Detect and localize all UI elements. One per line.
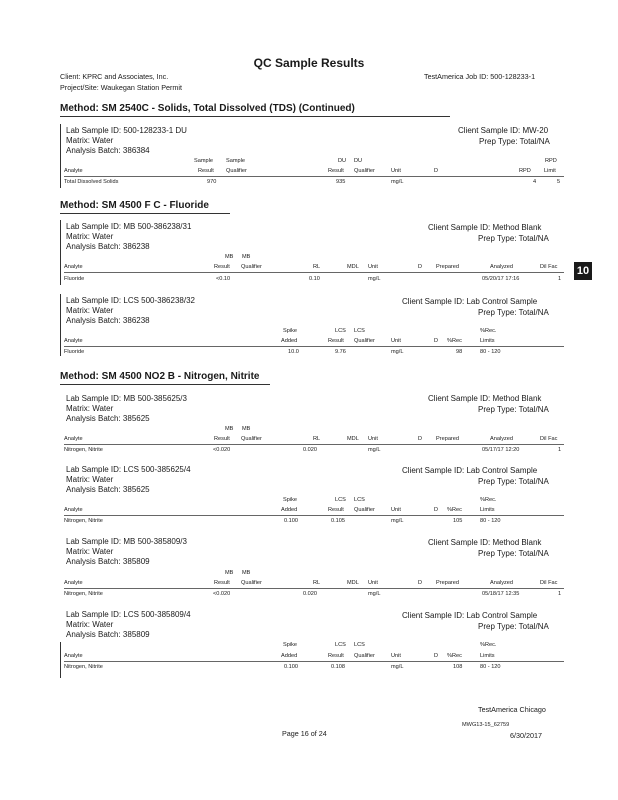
col-header: Limits <box>480 653 495 659</box>
table-row-rec: 98 <box>456 349 463 355</box>
col-header: %Rec <box>447 338 462 344</box>
table-row-analyte: Fluoride <box>64 349 85 355</box>
table-row-analyte: Nitrogen, Nitrite <box>64 664 103 670</box>
col-header: D <box>434 338 439 344</box>
method-title-nitrite: Method: SM 4500 NO2 B - Nitrogen, Nitrite <box>60 371 260 382</box>
table-row-limit: 5 <box>557 179 561 185</box>
analysis-batch: Analysis Batch: 386384 <box>66 146 150 155</box>
table-row-rec: 108 <box>453 664 463 670</box>
col-header: Result <box>214 580 230 586</box>
col-header: RL <box>313 580 321 586</box>
col-header: Spike <box>283 328 297 334</box>
col-header: Prepared <box>436 264 460 270</box>
client-sample-id: Client Sample ID: Method Blank <box>428 394 542 403</box>
prep-type: Prep Type: Total/NA <box>478 477 549 486</box>
client-sample-id: Client Sample ID: Lab Control Sample <box>402 297 538 306</box>
matrix: Matrix: Water <box>66 475 114 484</box>
prep-type: Prep Type: Total/NA <box>478 405 549 414</box>
col-header: Qualifier <box>241 580 262 586</box>
col-header: Added <box>281 338 298 344</box>
table-row-analyte: Nitrogen, Nitrite <box>64 518 103 524</box>
analysis-batch: Analysis Batch: 385809 <box>66 630 150 639</box>
table-row-dilfac: 1 <box>558 591 562 597</box>
col-header: LCS <box>354 642 365 648</box>
block-bracket <box>60 294 61 356</box>
col-header: Unit <box>391 338 401 344</box>
col-header: %Rec. <box>480 642 497 648</box>
col-header: LCS <box>335 328 346 334</box>
method-title-fluoride: Method: SM 4500 F C - Fluoride <box>60 200 209 211</box>
col-header: MB <box>242 426 251 432</box>
table-row-result: <0.020 <box>213 447 231 453</box>
table-row-added: 0.100 <box>284 518 298 524</box>
analysis-batch: Analysis Batch: 385809 <box>66 557 150 566</box>
col-header: Analyte <box>64 653 83 659</box>
col-header: Limits <box>480 338 495 344</box>
col-header: Spike <box>283 642 297 648</box>
col-header: LCS <box>354 328 365 334</box>
table-row-unit: mg/L <box>368 276 381 282</box>
job-id: TestAmerica Job ID: 500-128233-1 <box>424 72 536 81</box>
col-header: Result <box>198 168 214 174</box>
table-row-rl: 0.10 <box>309 276 320 282</box>
col-header: MB <box>242 570 251 576</box>
prep-type: Prep Type: Total/NA <box>478 549 549 558</box>
col-header: Qualifier <box>354 653 375 659</box>
col-header: MB <box>225 254 234 260</box>
table-row-analyte: Fluoride <box>64 276 85 282</box>
table-row-rl: 0.020 <box>303 447 317 453</box>
table-row-analyzed: 05/18/17 12:35 <box>482 591 520 597</box>
lab-sample-id: Lab Sample ID: LCS 500-385625/4 <box>66 465 191 474</box>
table-row-result: <0.10 <box>216 276 231 282</box>
lab-sample-id: Lab Sample ID: 500-128233-1 DU <box>66 126 187 135</box>
table-row-analyte: Nitrogen, Nitrite <box>64 447 103 453</box>
col-header: Unit <box>368 264 378 270</box>
col-header: D <box>434 168 439 174</box>
table-row-result: <0.020 <box>213 591 231 597</box>
col-header: Dil Fac <box>540 580 558 586</box>
lab-sample-id: Lab Sample ID: MB 500-385809/3 <box>66 537 187 546</box>
lab-name: TestAmerica Chicago <box>478 705 546 714</box>
page-title: QC Sample Results <box>253 56 365 70</box>
col-header: Qualifier <box>241 436 262 442</box>
table-row-analyte: Total Dissolved Solids <box>64 179 119 185</box>
col-header: DU <box>354 158 363 164</box>
table-row-unit: mg/L <box>391 179 404 185</box>
page-number: Page 16 of 24 <box>282 729 327 738</box>
col-header: Qualifier <box>354 338 375 344</box>
header-rule <box>64 515 564 516</box>
lab-sample-id: Lab Sample ID: LCS 500-385809/4 <box>66 610 191 619</box>
table-row-unit: mg/L <box>391 664 404 670</box>
col-header: Dil Fac <box>540 264 558 270</box>
col-header: Qualifier <box>241 264 262 270</box>
col-header: Added <box>281 507 298 513</box>
block-bracket <box>60 642 61 678</box>
col-header: Limit <box>544 168 556 174</box>
table-row-added: 0.100 <box>284 664 298 670</box>
matrix: Matrix: Water <box>66 306 114 315</box>
col-header: Analyte <box>64 338 83 344</box>
matrix: Matrix: Water <box>66 404 114 413</box>
col-header: RL <box>313 436 321 442</box>
col-header: %Rec <box>447 507 462 513</box>
table-row-analyte: Nitrogen, Nitrite <box>64 591 103 597</box>
table-row-unit: mg/L <box>391 518 404 524</box>
col-header: Added <box>281 653 298 659</box>
table-row-result: 0.105 <box>331 518 345 524</box>
col-header: MB <box>225 570 234 576</box>
col-header: %Rec <box>447 653 462 659</box>
col-header: Analyte <box>64 168 83 174</box>
analysis-batch: Analysis Batch: 385625 <box>66 414 150 423</box>
col-header: Unit <box>391 653 401 659</box>
col-header: RPD <box>545 158 557 164</box>
col-header: Prepared <box>436 580 460 586</box>
prep-type: Prep Type: Total/NA <box>478 622 549 631</box>
col-header: Analyte <box>64 507 83 513</box>
matrix: Matrix: Water <box>66 620 114 629</box>
block-bracket <box>60 220 61 285</box>
col-header: Analyte <box>64 264 83 270</box>
analysis-batch: Analysis Batch: 386238 <box>66 316 150 325</box>
table-row-analyzed: 05/17/17 12:20 <box>482 447 520 453</box>
col-header: Unit <box>368 436 378 442</box>
table-row-limits: 80 - 120 <box>480 349 501 355</box>
method-underline <box>60 116 450 117</box>
table-row-dilfac: 1 <box>558 276 562 282</box>
col-header: RPD <box>519 168 531 174</box>
col-header: Qualifier <box>354 507 375 513</box>
col-header: Result <box>214 436 230 442</box>
col-header: Result <box>328 653 344 659</box>
method-title-tds: Method: SM 2540C - Solids, Total Dissolved (TDS) (Continued) <box>60 103 355 114</box>
col-header: Result <box>328 338 344 344</box>
col-header: DU <box>338 158 347 164</box>
lab-sample-id: Lab Sample ID: LCS 500-386238/32 <box>66 296 195 305</box>
header-rule <box>64 346 564 347</box>
method-underline <box>60 213 230 214</box>
prep-type: Prep Type: Total/NA <box>479 137 550 146</box>
client-sample-id: Client Sample ID: Method Blank <box>428 538 542 547</box>
header-rule <box>64 272 564 273</box>
matrix: Matrix: Water <box>66 547 114 556</box>
col-header: Unit <box>391 168 401 174</box>
col-header: Prepared <box>436 436 460 442</box>
section-tab: 10 <box>574 262 592 280</box>
col-header: D <box>418 436 423 442</box>
col-header: Result <box>328 168 344 174</box>
method-underline <box>60 384 270 385</box>
client-name: Client: KPRC and Associates, Inc. <box>60 72 169 81</box>
table-row-dilfac: 1 <box>558 447 562 453</box>
client-sample-id: Client Sample ID: Method Blank <box>428 223 542 232</box>
table-row-rpd: 4 <box>533 179 537 185</box>
col-header: LCS <box>354 497 365 503</box>
col-header: Analyzed <box>490 436 514 442</box>
header-rule <box>64 588 564 589</box>
col-header: MDL <box>347 436 359 442</box>
col-header: Analyte <box>64 436 83 442</box>
col-header: Unit <box>368 580 378 586</box>
col-header: Result <box>214 264 230 270</box>
document-id: MWG13-15_62759 <box>462 722 510 728</box>
table-row-unit: mg/L <box>391 349 404 355</box>
lab-sample-id: Lab Sample ID: MB 500-386238/31 <box>66 222 192 231</box>
col-header: LCS <box>335 497 346 503</box>
prep-type: Prep Type: Total/NA <box>478 308 549 317</box>
table-row-limits: 80 - 120 <box>480 518 501 524</box>
col-header: D <box>434 653 439 659</box>
col-header: RL <box>313 264 321 270</box>
col-header: MDL <box>347 580 359 586</box>
col-header: MDL <box>347 264 359 270</box>
table-row-rl: 0.020 <box>303 591 317 597</box>
table-row-unit: mg/L <box>368 447 381 453</box>
table-row-added: 10.0 <box>288 349 299 355</box>
header-rule <box>64 176 564 177</box>
col-header: LCS <box>335 642 346 648</box>
col-header: Dil Fac <box>540 436 558 442</box>
col-header: Limits <box>480 507 495 513</box>
matrix: Matrix: Water <box>66 232 114 241</box>
col-header: Analyte <box>64 580 83 586</box>
table-row-rec: 105 <box>453 518 463 524</box>
table-row-limits: 80 - 120 <box>480 664 501 670</box>
matrix: Matrix: Water <box>66 136 114 145</box>
header-rule <box>64 444 564 445</box>
col-header: MB <box>225 426 234 432</box>
col-header: %Rec. <box>480 328 497 334</box>
prep-type: Prep Type: Total/NA <box>478 234 549 243</box>
table-row-result: 0.108 <box>331 664 345 670</box>
table-row-result: 9.76 <box>335 349 346 355</box>
col-header: MB <box>242 254 251 260</box>
project-site: Project/Site: Waukegan Station Permit <box>60 83 182 92</box>
client-sample-id: Client Sample ID: Lab Control Sample <box>402 611 538 620</box>
analysis-batch: Analysis Batch: 386238 <box>66 242 150 251</box>
header-rule <box>64 661 564 662</box>
col-header: Result <box>328 507 344 513</box>
col-header: %Rec. <box>480 497 497 503</box>
col-header: Analyzed <box>490 580 514 586</box>
col-header: D <box>418 264 423 270</box>
col-header: Unit <box>391 507 401 513</box>
table-row-analyzed: 05/20/17 17:16 <box>482 276 520 282</box>
col-header: D <box>434 507 439 513</box>
col-header: Analyzed <box>490 264 514 270</box>
client-sample-id: Client Sample ID: MW-20 <box>458 126 549 135</box>
lab-sample-id: Lab Sample ID: MB 500-385625/3 <box>66 394 187 403</box>
client-sample-id: Client Sample ID: Lab Control Sample <box>402 466 538 475</box>
table-row-unit: mg/L <box>368 591 381 597</box>
block-bracket <box>60 124 61 188</box>
col-header: Spike <box>283 497 297 503</box>
analysis-batch: Analysis Batch: 385625 <box>66 485 150 494</box>
report-date: 6/30/2017 <box>510 731 542 740</box>
col-header: Sample <box>226 158 245 164</box>
table-row-du-result: 935 <box>336 179 346 185</box>
col-header: D <box>418 580 423 586</box>
col-header: Sample <box>194 158 213 164</box>
col-header: Qualifier <box>354 168 375 174</box>
table-row-result: 970 <box>207 179 217 185</box>
col-header: Qualifier <box>226 168 247 174</box>
